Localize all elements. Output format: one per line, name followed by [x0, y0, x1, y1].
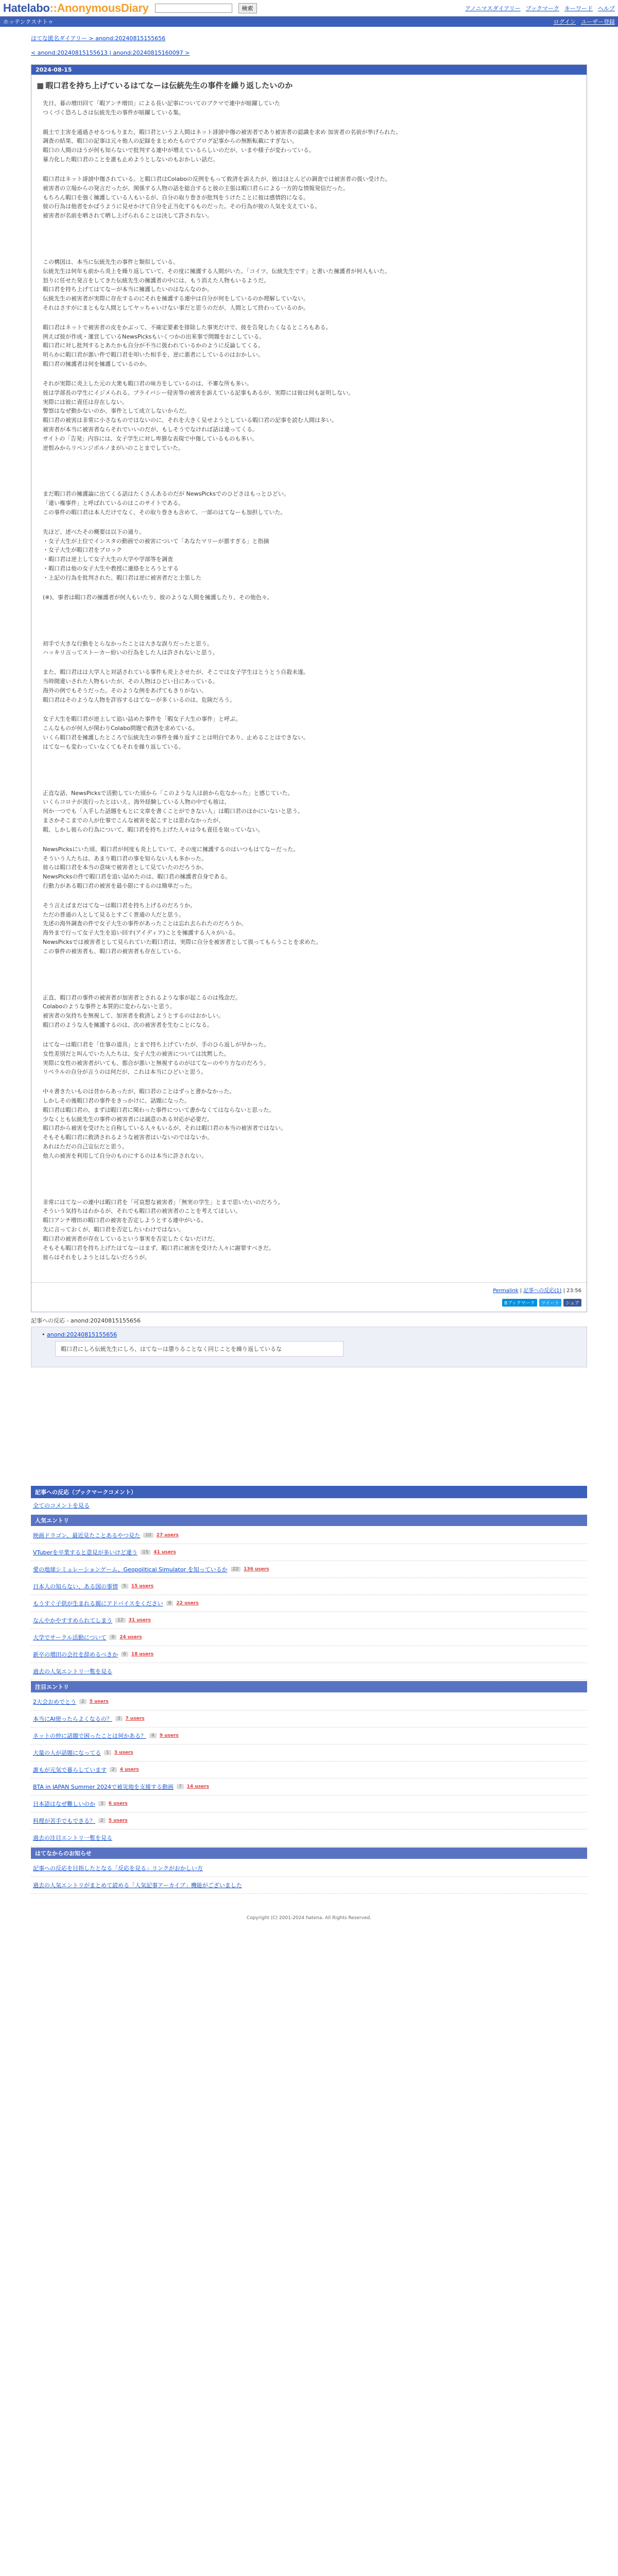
- bookmark-users-link[interactable]: 5 users: [108, 1818, 128, 1824]
- entry-line: まだ暇口君の擁護論に出てくる話はたくさんあるのだが NewsPicksでのひどさはもっとひどい。: [43, 490, 289, 498]
- entry-line: そもそも暇口君に救済されるような被害者はいないのではないか。: [43, 1134, 213, 1141]
- entry-line: 女性差別だと叫んでいた人たちは、女子大生の被害については沈黙した。: [43, 1050, 230, 1057]
- entry-line: 暇、しかし彼らの行為について、暇口君を持ち上げた人々は今も責任を取っていない。: [43, 826, 264, 833]
- list-item: [31, 1561, 587, 1578]
- entry-line: 何か一つでも「入手した話題をもとに文章を書くことができない人」は暇口君のほかにいないと思う。: [43, 808, 303, 815]
- entry-line: 彼らは暇口君を本当の意味で被害者として見ていたのだろうか。: [43, 864, 207, 871]
- comment-count: 8: [166, 1601, 174, 1606]
- entry-paragraph: [43, 379, 575, 453]
- entry-paragraph: [43, 789, 575, 835]
- list-item: [31, 1527, 587, 1544]
- entry-body: [31, 94, 587, 1282]
- entry-link[interactable]: 映画ドラゴン、最近見たことあるやつ見た: [33, 1532, 141, 1539]
- entry-line: 暴力化した暇口君のことを誰も止めようとしないのもおかしい話だ。: [43, 156, 218, 163]
- bookmark-users-link[interactable]: 6 users: [108, 1801, 128, 1807]
- entry-line: 伝統先生は何年も前から炎上を繰り返していて、その度に擁護する人間がいた。「コイツ、伝統先生です」と書いた擁護者が何人もいた。: [43, 267, 391, 275]
- entry-line: 海外まで行って女子大生を追い回す(アイディア)ことを擁護する人々がいる。: [43, 929, 239, 937]
- entry-line: 暇口君は暇口君の、まずは暇口君に関わった事件について書かなくてはならないと思った。: [43, 1106, 275, 1113]
- comment-count: 6: [121, 1652, 128, 1657]
- entry-line: ・上記の行為を批判された、暇口君は逆に被害者だと主張した: [43, 574, 201, 581]
- entry-link[interactable]: 過去の注目エントリ一覧を見る: [33, 1835, 112, 1842]
- entry-link[interactable]: 本当にAI使ったらよくなるの？: [33, 1716, 112, 1723]
- entry-link[interactable]: 新卒の増田の会社を辞めるべきか: [33, 1651, 118, 1658]
- entry-line: (※)、事者は暇口君の擁護者が何人もいたり、彼のような人間を擁護したり、その他色々。: [43, 594, 273, 601]
- nav-bookmark[interactable]: ブックマーク: [525, 5, 559, 12]
- reactions-link[interactable]: 記事への反応(1): [523, 1288, 562, 1294]
- entry-date: 2024-08-15: [31, 65, 587, 75]
- entry-line: リベラルの自分が言うのは何だが、これは本当にひどいと思う。: [43, 1069, 207, 1076]
- comment-count: 2: [110, 1767, 117, 1772]
- entry-line: 怒りに任せた発言をしてきた伝統先生の擁護者の中には、もう消えた人物もいるようだ。: [43, 277, 269, 284]
- entry-line: はてなーは暇口君を「仕事の道具」とまで持ち上げていたが、手のひら返しが早かった。: [43, 1041, 269, 1048]
- entry-line: 暇口の人間のほうが何も知らないで批判する連中が増えているらしいのだが、いまや様子が変わっている。: [43, 147, 315, 154]
- entry-line: 暇口君の擁護者は何を擁護しているのか。: [43, 361, 150, 368]
- register-link[interactable]: ユーザー登録: [581, 19, 615, 25]
- entry-line: 暇口君の被害者が存在しているという事実を否定したくないだけだ。: [43, 1235, 218, 1242]
- list-item: [31, 1727, 587, 1744]
- entry-line: それはさすがにまともな人間としてヤッちゃいけない事だと思うのだが、人間として終わっているのか。: [43, 304, 309, 311]
- entry-paragraph: [43, 528, 575, 583]
- entry-line: また、暇口君はは大学人と対話されている事件も炎上させたが、そこでは女子学生はとうとう自殺未遂。: [43, 669, 309, 676]
- hatena-news-list: [31, 1859, 587, 1895]
- entry-line: この事件の被害者も、暇口君の被害者も存在している。: [43, 947, 184, 955]
- entry-line: 被害者が本当に被害者ならそれでいいのだが、もしそうでなければ話は違ってくる。: [43, 426, 258, 433]
- paragraph-gap: [43, 613, 575, 639]
- entry-paragraph: [43, 993, 575, 1030]
- entry-footer: Permalink | 記事への反応(1) | 23:56: [31, 1282, 587, 1297]
- list-item: [31, 1710, 587, 1727]
- entry-line: こんなものが何人が関わりColabo問題で救済を求めている。: [43, 725, 198, 732]
- entry-line: 「違い権事件」と呼ばれているのはこのサイトである。: [43, 500, 184, 507]
- entry-paragraph: [43, 639, 575, 658]
- top-nav: [465, 4, 615, 12]
- bookmark-users-link[interactable]: 22 users: [176, 1601, 199, 1606]
- entry-line: NewsPicksでは被害者として見られていた暇口君は、実際に自分を被害者として扱ってもらうことを求めた。: [43, 939, 322, 945]
- entry-line: 女子大生を暇口君が逆上して追い詰めた事件を「暇女子大生の事件」と呼ぶ。: [43, 716, 242, 723]
- entry-line: 例えば彼が作成・運営しているNewsPicksもいくつかの出来事で問題をおこしている。: [43, 333, 265, 340]
- entry-line: 非常にはてなーの連中は暇口君を「可哀想な被害者」「無実の学生」とまで思いたいのだろう。: [43, 1198, 284, 1206]
- comment-count: 2: [98, 1818, 106, 1823]
- comment-count: 7: [177, 1784, 184, 1789]
- entry-line: 暇口君から被害を受けたと自称している人々もいるが、それは暇口君の本当の被害者ではない。: [43, 1125, 286, 1132]
- entry-line: サイトの「告発」内容には、女子学生に対し卑猥な表現で中傷しているものも多い。: [43, 435, 258, 442]
- paragraph-gap: [43, 231, 575, 258]
- copyright: Copyright (C) 2001-2024 hatena. All Rights Reserved.: [246, 1916, 372, 1921]
- entry-line: NewsPicksの件で暇口君を追い詰めたのは、暇口君の擁護者自身である。: [43, 873, 231, 880]
- entry-time: 23:56: [566, 1288, 581, 1294]
- list-item: [31, 1595, 587, 1612]
- related-box: [31, 1327, 587, 1367]
- related-entry-link[interactable]: anond:20240815155656: [47, 1331, 117, 1338]
- related-title: 記事への反応 - anond:20240815155656: [31, 1317, 141, 1325]
- paragraph-gap: [43, 463, 575, 489]
- bookmark-users-link[interactable]: 27 users: [156, 1533, 179, 1538]
- sub-header-left: ホッテンクスナトゥ: [3, 19, 54, 25]
- entry-line: 暇口君を持ち上げてはてなーが本当に擁護したいのはなんなのか。: [43, 286, 213, 293]
- entry-line: 明らかに暇口君が悪い件で暇口君を叩いた相手を、逆に悪者にしているのはおかしい。: [43, 351, 264, 359]
- entry-line: 警察はなぜ動かないのか、事件として成立しないからだ。: [43, 408, 190, 415]
- entry-link[interactable]: 料理が苦手でもできる？: [33, 1818, 95, 1825]
- entry-line: 他人の被害を利用して自分のものにするのは本当に許されない。: [43, 1152, 207, 1159]
- news-link[interactable]: 過去の人気エントリがまとめて読める「人気記事アーカイブ」機能がございました: [33, 1882, 242, 1889]
- entry-link[interactable]: ネットの仲に話題で困ったことは何かある？: [33, 1733, 146, 1740]
- entry-paragraph: [43, 668, 575, 704]
- entry-line: 暇口君はそのような人物を許容するはてなーが多くいるのは、危険だろう。: [43, 696, 235, 703]
- entry-line: この構図は、本当に伝統先生の事件と類似している。: [43, 258, 179, 265]
- entry-link[interactable]: 過去の人気エントリ一覧を見る: [33, 1668, 112, 1675]
- entry-line: この事件の暇口君は本人だけでなく、その取り巻きも含めて、一部のはてなーも加担していた。: [43, 509, 286, 516]
- entry-line: 彼らはそれをしようとはしないだろうが。: [43, 1253, 150, 1261]
- entry-line: 暇口君はネットで被害者の皮をかぶって、不確定要素を排除した事実だけで、彼を告発したくなるところもある。: [43, 324, 332, 331]
- entry-line: ・暇口君は逆上して女子大生の大学や学部等を調査: [43, 556, 173, 563]
- list-item: [31, 1877, 587, 1894]
- entry-link[interactable]: なんやかやすすめられてしまう: [33, 1617, 113, 1624]
- bookmark-users-link[interactable]: 4 users: [119, 1767, 139, 1773]
- comment-count: 5: [121, 1584, 128, 1589]
- entry-line: いくらコロナが流行ったとはいえ、海外経験している人物の中でも彼は、: [43, 799, 230, 806]
- all-comments-link[interactable]: 全てのコメントを見る: [33, 1502, 90, 1510]
- entry-paragraph: [43, 489, 575, 517]
- list-item: [31, 1860, 587, 1877]
- entry-link[interactable]: 大学でサークル活動について: [33, 1634, 107, 1641]
- breadcrumb-link[interactable]: はてな匿名ダイアリー > anond:20240815155656: [31, 35, 166, 42]
- entry-link[interactable]: 日本人の知らない、ある国の事情: [33, 1583, 118, 1590]
- entry-line: 調査の結果、暇口の記事は元々他人の記録をまとめたものでブログ記事からの無断転載にすぎない。: [43, 138, 298, 145]
- list-item: [31, 1812, 587, 1829]
- list-item: [31, 1829, 587, 1846]
- entry-line: 暇口君のような人を擁護するのは、次の被害者を生むことになる。: [43, 1022, 213, 1029]
- entry-link[interactable]: 愛の地球シミュレーションゲーム、Geopolitical Simulator を知っているか: [33, 1566, 228, 1573]
- share-buttons: [31, 1297, 587, 1312]
- list-item: [31, 1646, 587, 1663]
- entry-line: ただの普通の人として見るとすごく普通の人だと思う。: [43, 911, 184, 918]
- notice-list: [31, 1692, 587, 1848]
- entry-line: 彼の行為は他者をかばうように見せかけて自分を正当化するものだった。その行為が彼の人気を支えている。: [43, 203, 320, 210]
- entry-line: 行動力がある暇口君の被害を最小限にするのは簡単だった。: [43, 882, 196, 889]
- entry-line: あれはただの自己宣伝だと思う。: [43, 1143, 128, 1150]
- diary-entry: [31, 64, 587, 1312]
- entry-link[interactable]: 誰もが元気で暮らしています: [33, 1767, 107, 1774]
- entry-line: 中々書きたいものは昔からあったが、暇口君のことはずっと書かなかった。: [43, 1088, 235, 1095]
- entry-line: 被害者の立場からの発言だったが、関係する人物の話を総合すると彼の主張は暇口君らによる一方的な情報発信だった。: [43, 184, 349, 192]
- entry-paragraph: [43, 323, 575, 369]
- entry-line: まさかそこまでの人が仕事でこんな被害を起こすとは思わなかったが、: [43, 817, 224, 824]
- comment-count: 3: [98, 1801, 106, 1806]
- entry-line: 暇口アンチ増田の暇口君の被害を否定しようとする連中がいる。: [43, 1217, 207, 1224]
- entry-line: 親土で主害を通過させるつもりまた、暇口君というよ人間はネット誹謗中傷の被害者であり被害者の認識を求め 加害者の名前が挙げられた。: [43, 128, 402, 135]
- list-item: [31, 1629, 587, 1646]
- entry-nav: [0, 44, 618, 61]
- list-item: [31, 1612, 587, 1629]
- comment-count: 1: [104, 1750, 111, 1755]
- bookmark-users-link[interactable]: 136 users: [244, 1567, 269, 1572]
- entry-line: 初手で大きな行動をとらなかったことは大きな誤りだったと思う。: [43, 640, 213, 647]
- entry-line: ハッキリ言ってストーカー紛いの行為をした人は許されないと思う。: [43, 649, 218, 656]
- entry-line: そもそも暇口君を持ち上げたはてなーはまず、暇口君に被害を受けた人々に謝罪すべきだ。: [43, 1244, 274, 1251]
- bookmark-users-link[interactable]: 15 users: [131, 1584, 154, 1589]
- entry-paragraph: [43, 593, 575, 602]
- reactions-header: 記事への反応（ブックマークコメント）: [31, 1486, 587, 1498]
- entry-line: 暇口君はネット誹謗中傷されている。と暇口君はColaboの反例をもって救済を訴えたが、彼はほとんどの調査では被害者の扱い受けた。: [43, 175, 391, 182]
- entry-line: しかしその後暇口君の事件をきっかけに、話題になった。: [43, 1097, 190, 1104]
- entry-paragraph: [43, 1198, 575, 1262]
- comment-count: 2: [79, 1699, 87, 1704]
- entry-line: 正直な話、NewsPicksで活動していた頃から「このような人は前から危なかった」と感じていた。: [43, 789, 294, 796]
- entry-line: 少なくとも伝統先生の事件の被害者には誠意のある対応が必要だ。: [43, 1115, 213, 1123]
- related-reply: 暇口君にしろ伝統先生にしろ、はてなーは懲りることなく同じことを繰り返しているな: [55, 1341, 344, 1357]
- entry-title[interactable]: ■ 暇口君を持ち上げているはてなーは伝統先生の事件を繰り返したいのか: [37, 81, 293, 90]
- list-item: [31, 1663, 587, 1680]
- entry-paragraph: [43, 128, 575, 164]
- bookmark-users-link[interactable]: 41 users: [153, 1550, 176, 1555]
- entry-line: そういう気持ちはわかるが、それでも暇口君の被害者のことを考えてほしい。: [43, 1208, 241, 1215]
- entry-line: Colaboのような事件と本質的に変わらないと思う。: [43, 1003, 176, 1010]
- entry-paragraph: [43, 901, 575, 956]
- list-item: [31, 1795, 587, 1812]
- entry-link[interactable]: 大量の人が話題になってる: [33, 1750, 101, 1757]
- entry-line: 当時間違いされた人物もいたが、その人物はひどい目にあっている。: [43, 677, 218, 685]
- list-item: [31, 1761, 587, 1778]
- entry-line: 正直、暇口君の事件の被害者が加害者とされるような事が起こるのは残念だ。: [43, 994, 241, 1001]
- nav-keyword[interactable]: キーワード: [564, 5, 593, 12]
- sidebar: [31, 1486, 587, 1895]
- popular-list: [31, 1526, 587, 1681]
- comment-count: 12: [115, 1618, 125, 1623]
- entry-link[interactable]: BTA in JAPAN Summer 2024で被災地を支援する動画: [33, 1784, 174, 1791]
- list-item: [31, 1544, 587, 1561]
- entry-paragraph: [43, 845, 575, 891]
- bookmark-users-link[interactable]: 9 users: [159, 1733, 179, 1739]
- entry-line: 被害者の気持ちを無視して、加害者を救済しようとするのはおかしい。: [43, 1012, 224, 1020]
- list-item: [31, 1778, 587, 1795]
- entry-line: 先ほど、述べたその概要は以下の通り。: [43, 528, 145, 535]
- bookmark-users-link[interactable]: 7 users: [125, 1716, 145, 1722]
- popular-header: 人気エントリ: [31, 1515, 587, 1526]
- comment-count: 3: [115, 1716, 123, 1721]
- entry-line: そういう人たちは、あまり暇口君の事を知らない人も多かった。: [43, 855, 207, 862]
- entry-link[interactable]: 日本語はなぜ難しいのか: [33, 1801, 95, 1808]
- entry-link[interactable]: もうすぐ子供が生まれる親にアドバイスをください: [33, 1600, 163, 1607]
- bookmark-users-link[interactable]: 18 users: [131, 1652, 154, 1657]
- search-input[interactable]: [155, 4, 232, 13]
- bookmark-users-link[interactable]: 31 users: [128, 1618, 151, 1623]
- bookmark-users-link[interactable]: 24 users: [119, 1635, 142, 1640]
- entry-line: 被害者が名前を晒されて晒し上げられることは決して許されない。: [43, 212, 213, 219]
- entry-line: そう言えばまだはてなーは暇口君を持ち上げるのだろうか。: [43, 902, 196, 909]
- hatena-news-header: はてなからのお知らせ: [31, 1848, 587, 1859]
- entry-paragraph: [43, 715, 575, 751]
- comment-count: 15: [141, 1550, 150, 1555]
- entry-line: 実際には彼に責任は存在しない。: [43, 398, 128, 405]
- nav-anond[interactable]: アノニマスダイアリー: [465, 5, 521, 12]
- entry-line: 先に言っておくが、暇口君を否定したいわけではない。: [43, 1226, 184, 1233]
- breadcrumb: [0, 27, 618, 44]
- entry-line: 先日、暮の増田回て「暇アンチ増田」による長い記事についてのブクマで連中が暗躍していた: [43, 100, 281, 107]
- bookmark-users-link[interactable]: 5 users: [89, 1699, 109, 1705]
- entry-line: NewsPicksにいた頃、暇口君が何度も炎上していて、その度に擁護するのはいつもはてなーだった。: [43, 845, 299, 853]
- entry-line: いくら暇口君を擁護したところで伝統先生の事件を繰り返すことは明白であり、止めることはできない。: [43, 734, 309, 741]
- entry-line: 彼は学部長の学生にイジメられる。プライバシー侵害等の被害を訴えている記事もあるが、実際には彼は何も証明しない。: [43, 389, 354, 396]
- notice-header: 注目エントリ: [31, 1681, 587, 1692]
- list-item: [31, 1693, 587, 1710]
- site-logo[interactable]: Hatelabo::AnonymousDiary: [3, 1, 149, 14]
- entry-link[interactable]: VTuberを卒業すると意見が多いけど違う: [33, 1549, 138, 1556]
- comment-count: 10: [143, 1533, 153, 1538]
- tweet-button[interactable]: ツイート: [539, 1299, 562, 1307]
- entry-nav-link[interactable]: < anond:20240815155613 | anond:20240815160097 >: [31, 49, 190, 56]
- entry-line: 逆恨みからリベンジポルノまがいのことまでしていた。: [43, 444, 184, 451]
- search-button[interactable]: 検索: [238, 3, 257, 13]
- entry-line: はてなーも変わっていなくてもそれを繰り返している。: [43, 743, 184, 750]
- login-link[interactable]: ログイン: [553, 19, 576, 25]
- entry-line: ・女子大生が暇口君をブロック: [43, 547, 122, 554]
- paragraph-gap: [43, 967, 575, 993]
- entry-line: 伝統先生の被害者が実際に存在するのにそれを擁護する連中は自分が何をしているのか理解していない。: [43, 295, 309, 302]
- comment-count: 22: [231, 1567, 241, 1572]
- entry-line: 海外の例でもそうだった。そのような例をあげてもきりがない。: [43, 687, 207, 694]
- nav-help[interactable]: ヘルプ: [598, 5, 615, 12]
- news-link[interactable]: 記事への反応を目指したとなる「反応を見る」リンクがおかしい方: [33, 1865, 203, 1872]
- permalink[interactable]: Permalink: [493, 1288, 519, 1294]
- bookmark-users-link[interactable]: 14 users: [186, 1784, 209, 1790]
- entry-paragraph: [43, 1087, 575, 1161]
- entry-link[interactable]: 2大会おめでとう: [33, 1699, 76, 1706]
- entry-line: つくづく恐ろしさは伝統先生の事件が暗躍している集。: [43, 109, 184, 116]
- entry-line: 実際に女性の被害者がいても、都合が悪いと無視するのがはてなーのやり方なのだろう。: [43, 1059, 269, 1066]
- paragraph-gap: [43, 762, 575, 789]
- related-section: [31, 1316, 587, 1367]
- paragraph-gap: [43, 1171, 575, 1198]
- entry-line: それが実際に炎上した元の大衆も暇口君の味方をしているのは、不審な所も多い。: [43, 380, 252, 387]
- entry-paragraph: [43, 175, 575, 221]
- entry-paragraph: [43, 99, 575, 117]
- entry-line: ・暇口君は他の女子大生や教授に連絡をとろうとする: [43, 565, 179, 572]
- comment-count: 4: [149, 1733, 157, 1738]
- sub-header: [0, 16, 618, 27]
- facebook-share-button[interactable]: シェア: [563, 1299, 581, 1307]
- entry-paragraph: [43, 258, 575, 313]
- entry-paragraph: [43, 1040, 575, 1077]
- hatena-bookmark-button[interactable]: Bブックマーク: [502, 1299, 537, 1307]
- entry-line: ・女子大生が上位でインスタの動画での被害について「あなたマリーが悪すぎる」と指摘: [43, 537, 269, 545]
- list-item: [31, 1578, 587, 1595]
- entry-line: もちろん暇口を強く擁護している人もいるが、自分の取り巻きが批判をうけたことに彼は感情的になる。: [43, 194, 309, 201]
- entry-line: 暇口君の被害は非常に小さなものではないのに、それを大きく見せようとしている暇口君の記事を読む人間は多い。: [43, 417, 337, 424]
- entry-line: 暇口君に対し批判するとあたかも自分が不当に扱われているかのように反論してくる。: [43, 342, 264, 349]
- list-item: [31, 1744, 587, 1761]
- entry-line: 先述の海外調査の件で女子大生の事件があったことは忘れ去られたのだろうか。: [43, 920, 247, 927]
- bookmark-users-link[interactable]: 3 users: [114, 1750, 133, 1756]
- comment-count: 9: [109, 1635, 116, 1640]
- top-bar: [0, 0, 618, 16]
